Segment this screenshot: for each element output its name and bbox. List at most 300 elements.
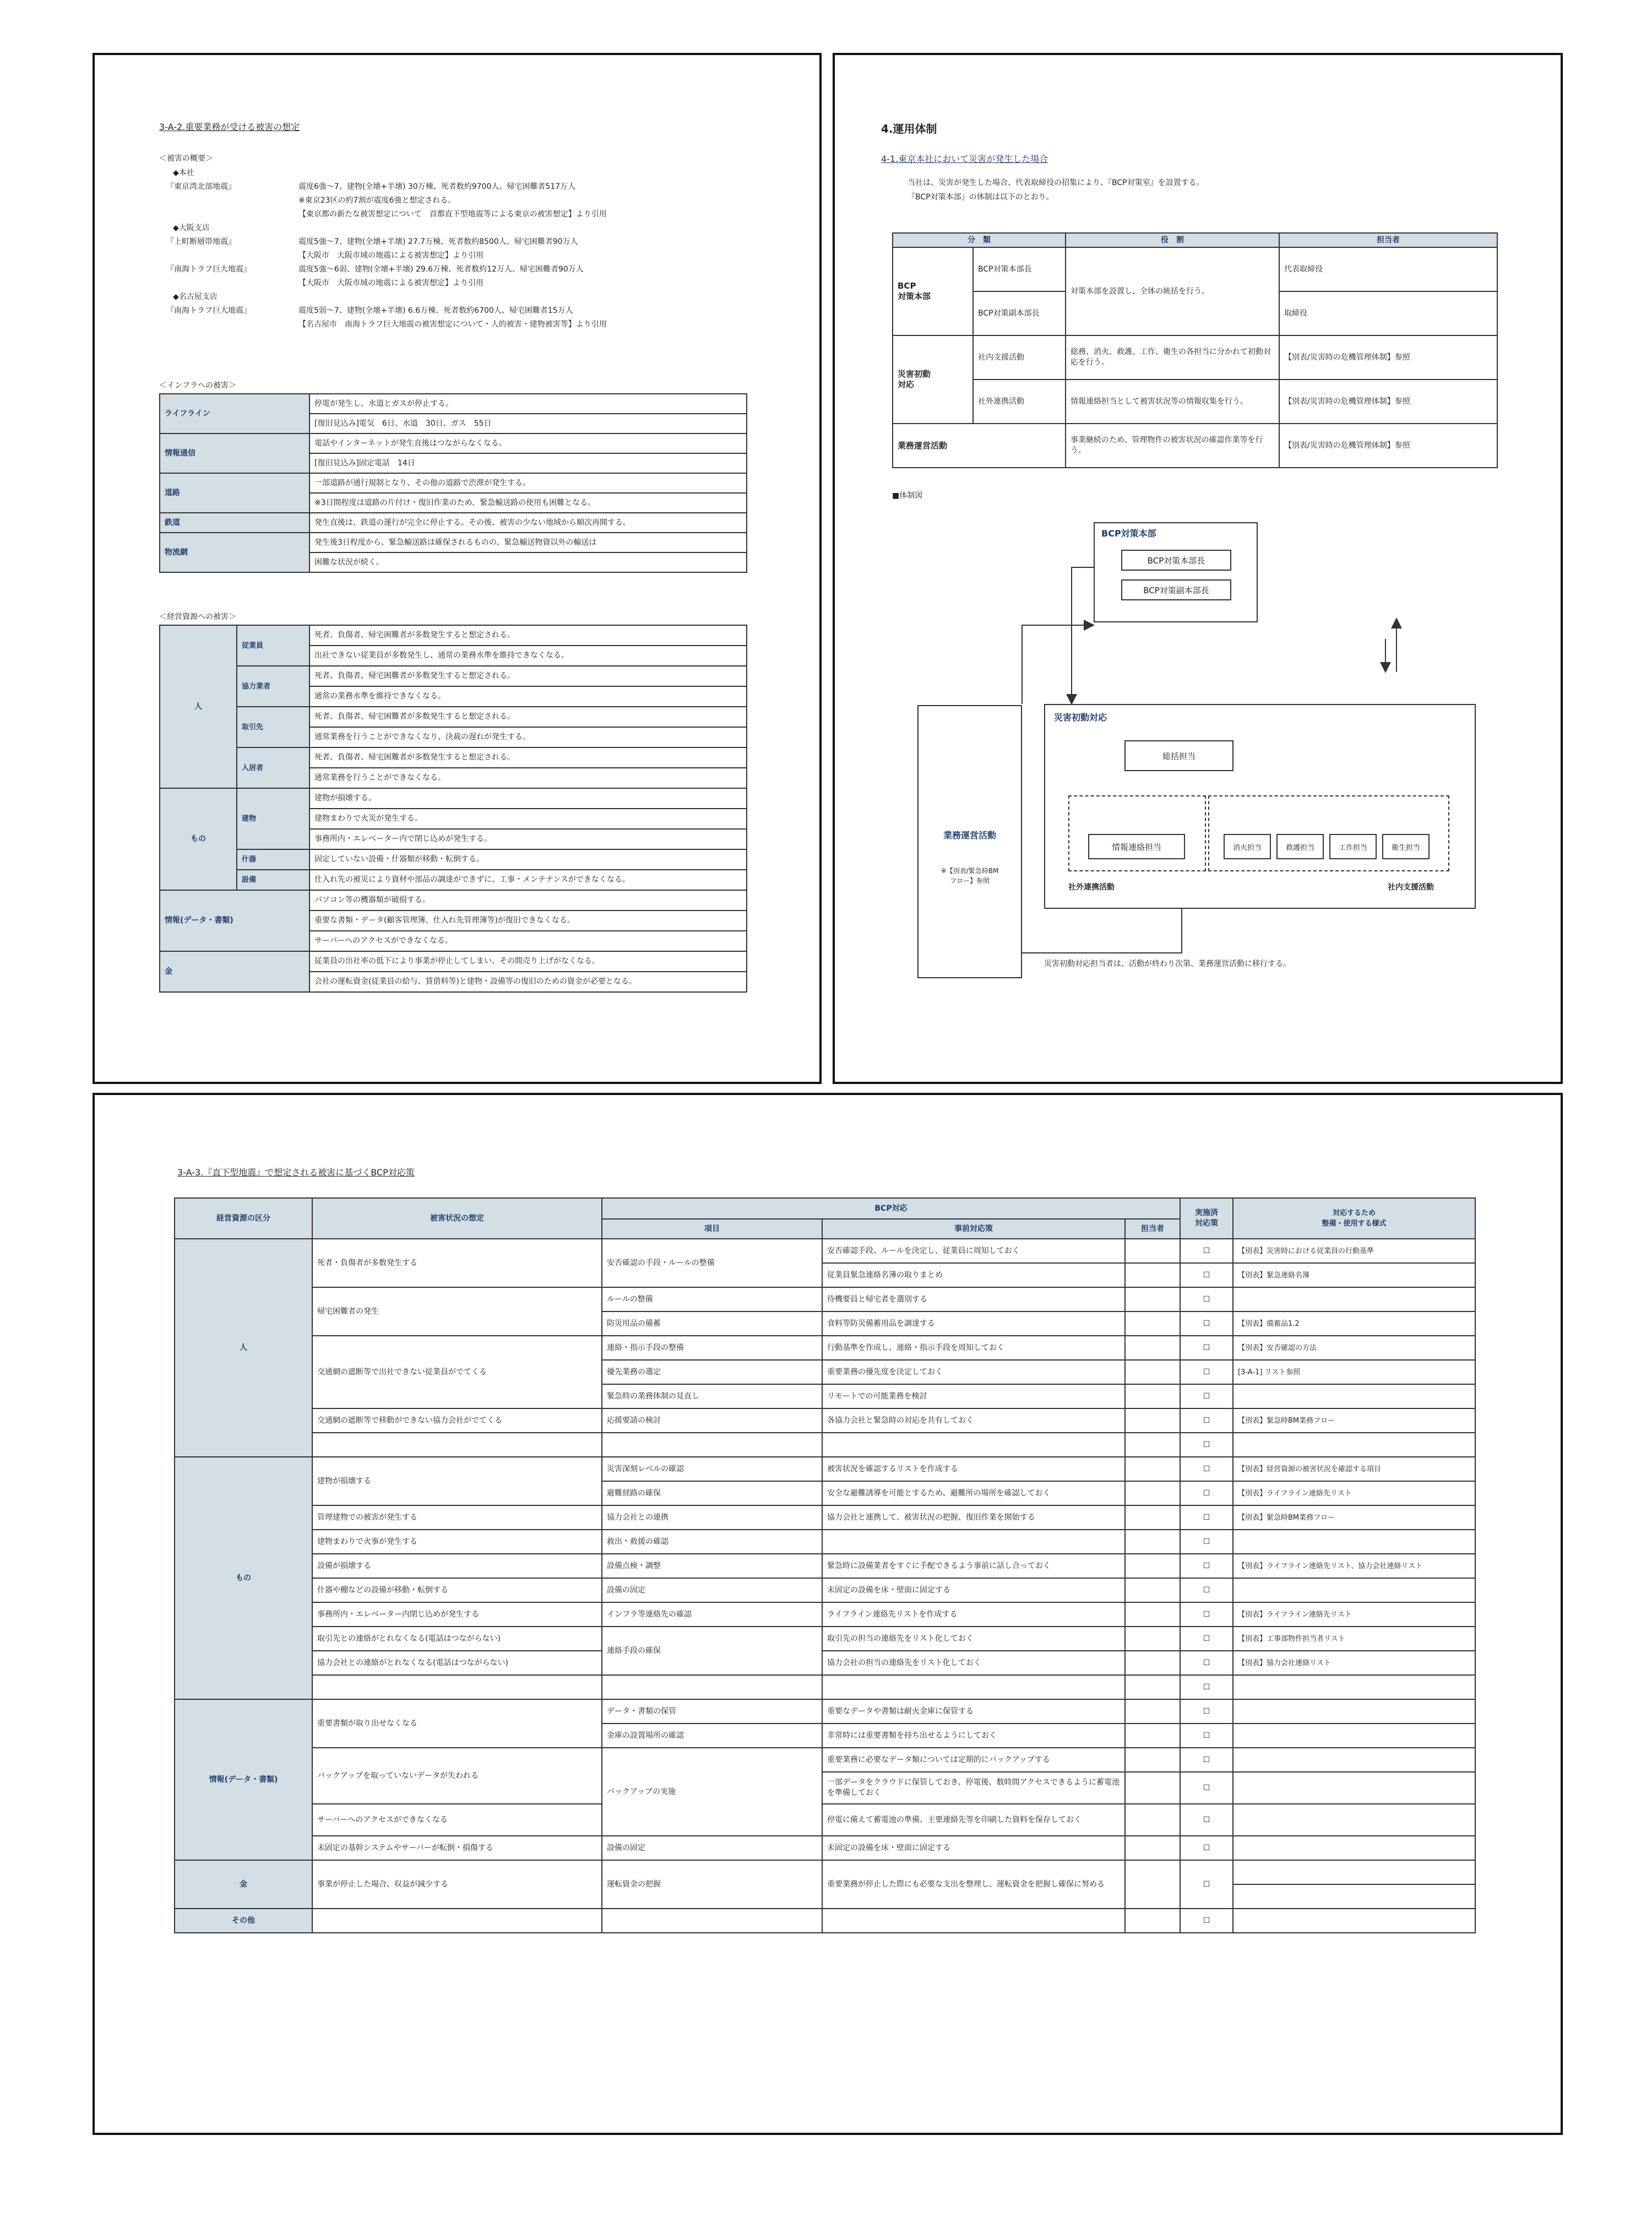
pre-measure: 協力会社の担当の連絡先をリスト化しておく xyxy=(822,1651,1125,1675)
done-checkbox: ☐ xyxy=(1180,1860,1233,1909)
overview-line xyxy=(166,166,800,180)
org-person: 取締役 xyxy=(1279,291,1497,335)
infra-detail: [復旧見込み]固定電話 14日 xyxy=(309,453,747,473)
th-resource: 経営資源の区分 xyxy=(175,1198,312,1239)
done-checkbox: ☐ xyxy=(1180,1457,1233,1481)
org-sub: BCP対策副本部長 xyxy=(973,291,1066,335)
overview-line xyxy=(166,235,800,249)
resource-category: 人 xyxy=(175,1239,312,1457)
resource-detail: 死者、負傷者、帰宅困難者が多数発生すると想定される。 xyxy=(309,625,747,646)
overview-title: ＜被害の概要＞ xyxy=(159,154,213,163)
office-name: ◆名古屋支店 xyxy=(173,292,218,301)
scenario-text: ※東京23区の約7割が震度6強と想定される。 xyxy=(298,196,456,205)
org-sub: BCP対策本部長 xyxy=(973,247,1066,291)
table-row xyxy=(160,625,747,646)
form-ref xyxy=(1233,1860,1475,1884)
table-row xyxy=(160,870,747,890)
done-checkbox: ☐ xyxy=(1180,1336,1233,1360)
done-checkbox: ☐ xyxy=(1180,1384,1233,1408)
table-row xyxy=(175,1505,1475,1530)
resource-sub: 入居者 xyxy=(237,747,309,788)
table-row xyxy=(160,951,747,972)
owner-cell xyxy=(1125,1263,1180,1287)
bcp-item: 協力会社との連携 xyxy=(602,1505,822,1530)
th-item: 項目 xyxy=(602,1219,822,1239)
mgmt-table xyxy=(159,625,747,993)
table-row xyxy=(175,1578,1475,1602)
th-role: 役 割 xyxy=(1066,233,1279,247)
done-checkbox: ☐ xyxy=(1180,1804,1233,1836)
page-bcp-measures xyxy=(93,1093,1563,2135)
org-category: 災害初動 対応 xyxy=(893,335,973,424)
form-ref: 【別表】緊急時BM業務フロー xyxy=(1233,1408,1475,1433)
th-person: 担当者 xyxy=(1279,233,1497,247)
table-row xyxy=(160,473,747,493)
damage-assumption: 取引先との連絡がとれなくなる(電話はつながらない) xyxy=(312,1627,602,1651)
done-checkbox: ☐ xyxy=(1180,1239,1233,1263)
scenario-label: 『上町断層帯地震』 xyxy=(166,237,236,246)
resource-detail: 従業員の出社率の低下により事業が停止してしまい、その間売り上げがなくなる。 xyxy=(309,951,747,972)
scenario-label: 『東京湾北部地震』 xyxy=(166,182,236,191)
form-ref xyxy=(1233,1578,1475,1602)
bcp-item: 設備点検・調整 xyxy=(602,1554,822,1578)
initial-response-title: 災害初動対応 xyxy=(1054,712,1107,723)
done-checkbox: ☐ xyxy=(1180,1360,1233,1384)
infra-title: ＜インフラへの被害＞ xyxy=(159,381,236,390)
bcp-item: 設備の固定 xyxy=(602,1578,822,1602)
bcp-item: 連絡・指示手段の整備 xyxy=(602,1336,822,1360)
table-row xyxy=(175,1627,1475,1651)
org-person: 代表取締役 xyxy=(1279,247,1497,291)
bcp-item: 優先業務の選定 xyxy=(602,1360,822,1384)
intro-line-1: 当社は、災害が発生した場合、代表取締役の招集により、『BCP対策室』を設置する。 xyxy=(907,178,1204,187)
form-ref: 【別表】備蓄品1.2 xyxy=(1233,1311,1475,1336)
pre-measure: 従業員緊急連絡名簿の取りまとめ xyxy=(822,1263,1125,1287)
org-sub: 社内支援活動 xyxy=(973,335,1066,380)
owner-cell xyxy=(1125,1457,1180,1481)
table-row xyxy=(160,707,747,727)
table-row xyxy=(175,1239,1475,1263)
infra-detail: 発生後3日程度から、緊急輸送路は確保されるものの、緊急輸送物資以外の輸送は xyxy=(309,533,747,552)
business-ops-box xyxy=(917,705,1022,978)
pre-measure: ライフライン連絡先リストを作成する xyxy=(822,1602,1125,1627)
scenario-label xyxy=(166,208,298,221)
th-category: 分 類 xyxy=(893,233,1066,247)
resource-detail: 死者、負傷者、帰宅困難者が多数発生すると想定される。 xyxy=(309,707,747,727)
form-ref xyxy=(1233,1772,1475,1804)
pre-measure: 被害状況を確認するリストを作成する xyxy=(822,1457,1125,1481)
owner-cell xyxy=(1125,1772,1180,1804)
done-checkbox: ☐ xyxy=(1180,1699,1233,1724)
table-row xyxy=(160,433,747,453)
bcp-item xyxy=(602,1433,822,1457)
table-row xyxy=(175,1457,1475,1481)
damage-assumption: 交通網の遮断等で出社できない従業員がでてくる xyxy=(312,1336,602,1408)
overview-line xyxy=(166,277,800,290)
overview-line xyxy=(166,263,800,277)
damage-assumption: 交通網の遮断等で移動ができない協力会社がでてくる xyxy=(312,1408,602,1433)
pre-measure: リモートでの可能業務を検討 xyxy=(822,1384,1125,1408)
scenario-text: 震度5強〜7、建物(全壊+半壊) 27.7万棟、死者数約8500人、帰宅困難者90万人 xyxy=(298,237,578,246)
owner-cell xyxy=(1125,1239,1180,1263)
org-category: BCP 対策本部 xyxy=(893,247,973,335)
done-checkbox: ☐ xyxy=(1180,1433,1233,1457)
table-row xyxy=(160,533,747,552)
form-ref xyxy=(1233,1748,1475,1772)
table-row xyxy=(175,1699,1475,1724)
form-ref: 【別表】ライフライン連絡先リスト xyxy=(1233,1602,1475,1627)
done-checkbox: ☐ xyxy=(1180,1263,1233,1287)
resource-category: もの xyxy=(160,788,237,890)
scenario-label xyxy=(166,194,298,208)
org-category: 業務運営活動 xyxy=(893,424,1066,468)
damage-assumption: バックアップを取っていないデータが失われる xyxy=(312,1748,602,1804)
table-row xyxy=(175,1530,1475,1554)
table-row xyxy=(175,1748,1475,1772)
pre-measure: 重要業務の優先度を決定しておく xyxy=(822,1360,1125,1384)
pre-measure: 緊急時に設備業者をすぐに手配できるよう事前に話し合っておく xyxy=(822,1554,1125,1578)
done-checkbox: ☐ xyxy=(1180,1578,1233,1602)
section-heading: 3-A-2.重要業務が受ける被害の想定 xyxy=(159,122,300,132)
pre-measure: 一部データをクラウドに保管しておき、停電後、数時間アクセスできるように蓄電池を準備しておく xyxy=(822,1772,1125,1804)
scenario-text: 【大阪市 大阪市域の地震による被害想定】より引用 xyxy=(298,279,483,288)
owner-cell xyxy=(1125,1505,1180,1530)
general-lead-box: 総括担当 xyxy=(1124,740,1233,771)
team-box: 工作担当 xyxy=(1329,834,1377,859)
table-row xyxy=(175,1602,1475,1627)
org-person: 【別表/災害時の危機管理体制】参照 xyxy=(1279,380,1497,424)
infra-detail: 一部道路が通行規制となり、その他の道路で渋滞が発生する。 xyxy=(309,473,747,493)
form-ref xyxy=(1233,1836,1475,1860)
owner-cell xyxy=(1125,1554,1180,1578)
org-role: 総務、消火、救護、工作、衛生の各担当に分かれて初動対応を行う。 xyxy=(1066,335,1279,380)
resource-detail: 出社できない従業員が多数発生し、通常の業務水準を維持できなくなる。 xyxy=(309,646,747,666)
subsection-heading: 4-1.東京本社において災害が発生した場合 xyxy=(881,154,1048,164)
team-box: 消火担当 xyxy=(1224,834,1271,859)
table-row xyxy=(175,1651,1475,1675)
org-sub: 社外連携活動 xyxy=(973,380,1066,424)
resource-sub: 取引先 xyxy=(237,707,309,747)
overview-line xyxy=(166,180,800,194)
owner-cell xyxy=(1125,1651,1180,1675)
damage-assumption: 重要書類が取り出せなくなる xyxy=(312,1699,602,1748)
resource-detail: 仕入れ先の被災により資材や部品の調達ができずに、工事・メンテナンスができなくなる。 xyxy=(309,870,747,890)
done-checkbox: ☐ xyxy=(1180,1724,1233,1748)
scenario-label xyxy=(166,277,298,290)
bcp-item xyxy=(602,1909,822,1933)
intro-line-2: 『BCP対策本部』の体制は以下のとおり。 xyxy=(907,193,1054,202)
pre-measure: 取引先の担当の連絡先をリスト化しておく xyxy=(822,1627,1125,1651)
scenario-label xyxy=(166,249,298,263)
pre-measure: 安全な避難誘導を可能とするため、避難所の場所を確認しておく xyxy=(822,1481,1125,1505)
resource-detail: 建物まわりで火災が発生する。 xyxy=(309,809,747,829)
form-ref: 【別表】ライフライン連絡先リスト、協力会社連絡リスト xyxy=(1233,1554,1475,1578)
bcp-item: 安否確認の手段・ルールの整備 xyxy=(602,1239,822,1287)
org-role: 対策本部を設置し、全体の統括を行う。 xyxy=(1066,247,1279,335)
pre-measure xyxy=(822,1433,1125,1457)
pre-measure: 協力会社と連携して、被害状況の把握、復旧作業を開始する xyxy=(822,1505,1125,1530)
team-box: 救護担当 xyxy=(1276,834,1324,859)
table-row xyxy=(175,1336,1475,1360)
owner-cell xyxy=(1125,1287,1180,1311)
bcp-item: 運転資金の把握 xyxy=(602,1860,822,1909)
table-row xyxy=(160,394,747,414)
overview-line xyxy=(166,249,800,263)
resource-sub: 協力業者 xyxy=(237,666,309,707)
damage-assumption: 未固定の基幹システムやサーバーが転倒・損傷する xyxy=(312,1836,602,1860)
infra-detail: ※3日間程度は道路の片付け・復旧作業のため、緊急輸送路の使用も困難となる。 xyxy=(309,493,747,513)
org-role: 情報連絡担当として被害状況等の情報収集を行う。 xyxy=(1066,380,1279,424)
damage-assumption: 管理建物での被害が発生する xyxy=(312,1505,602,1530)
overview-line xyxy=(166,194,800,208)
table-row xyxy=(175,1433,1475,1457)
bcp-item: バックアップの実施 xyxy=(602,1748,822,1836)
form-ref: 【別表】ライフライン連絡先リスト xyxy=(1233,1481,1475,1505)
pre-measure: 重要業務に必要なデータ類については定期的にバックアップする xyxy=(822,1748,1125,1772)
owner-cell xyxy=(1125,1675,1180,1699)
owner-cell xyxy=(1125,1804,1180,1836)
pre-measure: 非常時には重要書類を持ち出せるようにしておく xyxy=(822,1724,1125,1748)
owner-cell xyxy=(1125,1360,1180,1384)
th-forms: 対応するため 整備・使用する様式 xyxy=(1233,1198,1475,1239)
owner-cell xyxy=(1125,1433,1180,1457)
owner-cell xyxy=(1125,1408,1180,1433)
pre-measure xyxy=(822,1530,1125,1554)
resource-detail: 会社の運転資金(従業員の給与、賃借料等)と建物・設備等の復旧のための資金が必要となる。 xyxy=(309,972,747,992)
done-checkbox: ☐ xyxy=(1180,1675,1233,1699)
form-ref: 【別表】工事部物件担当者リスト xyxy=(1233,1627,1475,1651)
diagram-title: ■体制図 xyxy=(892,491,923,500)
damage-assumption: 事業が停止した場合、収益が減少する xyxy=(312,1860,602,1909)
done-checkbox: ☐ xyxy=(1180,1505,1233,1530)
table-row xyxy=(160,513,747,533)
form-ref xyxy=(1233,1724,1475,1748)
bcp-item: インフラ等連絡先の確認 xyxy=(602,1602,822,1627)
bcp-measures-table xyxy=(174,1197,1476,1933)
done-checkbox: ☐ xyxy=(1180,1481,1233,1505)
infra-category: 道路 xyxy=(160,473,309,513)
scenario-text: 【東京都の新たな被害想定について 首都直下型地震等による東京の被害想定】より引用 xyxy=(298,210,607,219)
resource-detail: 通常業務を行うことができなくなる。 xyxy=(309,768,747,788)
external-group-box xyxy=(1068,795,1206,871)
hq-chief-box: BCP対策本部長 xyxy=(1121,550,1231,571)
scenario-text: 【名古屋市 南海トラフ巨大地震の被害想定について・人的被害・建物被害等】より引用 xyxy=(298,320,607,329)
th-bcp: BCP対応 xyxy=(602,1198,1180,1219)
table-row xyxy=(175,1675,1475,1699)
bcp-item: データ・書類の保管 xyxy=(602,1699,822,1724)
table-row xyxy=(160,666,747,686)
pre-measure xyxy=(822,1675,1125,1699)
infra-detail: 電話やインターネットが発生直後はつながらなくなる。 xyxy=(309,433,747,453)
owner-cell xyxy=(1125,1909,1180,1933)
form-ref xyxy=(1233,1675,1475,1699)
damage-assumption xyxy=(312,1909,602,1933)
damage-assumption: 事務所内・エレベーター内閉じ込めが発生する xyxy=(312,1602,602,1627)
resource-detail: 通常の業務水準を維持できなくなる。 xyxy=(309,686,747,707)
overview-line xyxy=(166,318,800,332)
owner-cell xyxy=(1125,1530,1180,1554)
damage-assumption: 協力会社との連絡がとれなくなる(電話はつながらない) xyxy=(312,1651,602,1675)
damage-assumption: 建物まわりで火事が発生する xyxy=(312,1530,602,1554)
owner-cell xyxy=(1125,1836,1180,1860)
damage-assumption: 死者・負傷者が多数発生する xyxy=(312,1239,602,1287)
damage-assumption: 什器や棚などの設備が移動・転倒する xyxy=(312,1578,602,1602)
bcp-item: 救出・救援の確認 xyxy=(602,1530,822,1554)
internal-group-box xyxy=(1208,795,1449,871)
done-checkbox: ☐ xyxy=(1180,1748,1233,1772)
org-person: 【別表/災害時の危機管理体制】参照 xyxy=(1279,335,1497,380)
owner-cell xyxy=(1125,1311,1180,1336)
done-checkbox: ☐ xyxy=(1180,1602,1233,1627)
infra-detail: 停電が発生し、水道とガスが停止する。 xyxy=(309,394,747,414)
org-role: 事業継続のため、管理物件の被害状況の確認作業等を行う。 xyxy=(1066,424,1279,468)
infra-category: 物流網 xyxy=(160,533,309,572)
org-person: 【別表/災害時の危機管理体制】参照 xyxy=(1279,424,1497,468)
form-ref: 【別表】緊急時BM業務フロー xyxy=(1233,1505,1475,1530)
infra-category: 情報通信 xyxy=(160,433,309,473)
bcp-item: 設備の固定 xyxy=(602,1836,822,1860)
done-checkbox: ☐ xyxy=(1180,1772,1233,1804)
owner-cell xyxy=(1125,1336,1180,1360)
infra-table xyxy=(159,393,747,573)
pre-measure: 各協力会社と緊急時の対応を共有しておく xyxy=(822,1408,1125,1433)
owner-cell xyxy=(1125,1627,1180,1651)
table-row xyxy=(175,1909,1475,1933)
owner-cell xyxy=(1125,1860,1180,1909)
scenario-text: 震度5強〜6弱、建物(全壊+半壊) 29.6万棟、死者数約12万人、帰宅困難者90万人 xyxy=(298,265,584,274)
owner-cell xyxy=(1125,1724,1180,1748)
pre-measure: 待機要員と帰宅者を選別する xyxy=(822,1287,1125,1311)
scenario-text: 【大阪市 大阪市域の地震による被害想定】より引用 xyxy=(298,251,483,260)
form-ref: [3-A-1] リスト参照 xyxy=(1233,1360,1475,1384)
overview-line xyxy=(166,304,800,318)
pre-measure: 未固定の設備を床・壁面に固定する xyxy=(822,1836,1125,1860)
section-heading: 3-A-3.『直下型地震』で想定される被害に基づくBCP対応策 xyxy=(177,1167,415,1178)
team-box: 衛生担当 xyxy=(1382,834,1430,859)
info-liaison-box: 情報連絡担当 xyxy=(1088,834,1185,859)
owner-cell xyxy=(1125,1578,1180,1602)
bcp-item: 金庫の設置場所の確認 xyxy=(602,1724,822,1748)
owner-cell xyxy=(1125,1602,1180,1627)
damage-assumption xyxy=(312,1675,602,1699)
business-ops-title: 業務運営活動 xyxy=(943,830,996,841)
resource-detail: 建物が損壊する。 xyxy=(309,788,747,809)
section-heading: 4.運用体制 xyxy=(881,122,937,136)
table-row xyxy=(175,1408,1475,1433)
resource-detail: 死者、負傷者、帰宅困難者が多数発生すると想定される。 xyxy=(309,747,747,768)
resource-detail: 事務所内・エレベーター内で閉じ込めが発生する。 xyxy=(309,829,747,849)
done-checkbox: ☐ xyxy=(1180,1651,1233,1675)
th-pre: 事前対応策 xyxy=(822,1219,1125,1239)
form-ref xyxy=(1233,1287,1475,1311)
resource-detail: 通常業務を行うことができなくなり、決裁の遅れが発生する。 xyxy=(309,727,747,747)
form-ref: 【別表】安否確認の方法 xyxy=(1233,1336,1475,1360)
infra-detail: 発生直後は、鉄道の運行が完全に停止する。その後、被害の少ない地域から順次再開する。 xyxy=(309,513,747,533)
overview-line xyxy=(166,221,800,235)
resource-detail: 死者、負傷者、帰宅困難者が多数発生すると想定される。 xyxy=(309,666,747,686)
table-row xyxy=(175,1287,1475,1311)
resource-sub: 什器 xyxy=(237,849,309,870)
infra-detail: 困難な状況が続く。 xyxy=(309,552,747,572)
scenario-label: 『南海トラフ巨大地震』 xyxy=(166,306,251,315)
done-checkbox: ☐ xyxy=(1180,1311,1233,1336)
resource-detail: 重要な書類・データ(顧客管理簿、仕入れ先管理簿等)が復旧できなくなる。 xyxy=(309,911,747,931)
pre-measure: 行動基準を作成し、連絡・指示手段を周知しておく xyxy=(822,1336,1125,1360)
bcp-hq-box xyxy=(1094,522,1258,622)
page-damage-assumption xyxy=(93,53,822,1084)
done-checkbox: ☐ xyxy=(1180,1627,1233,1651)
done-checkbox: ☐ xyxy=(1180,1408,1233,1433)
pre-measure: 食料等防災備蓄用品を調達する xyxy=(822,1311,1125,1336)
owner-cell xyxy=(1125,1699,1180,1724)
damage-assumption: 建物が損壊する xyxy=(312,1457,602,1505)
th-owner: 担当者 xyxy=(1125,1219,1180,1239)
internal-activity-label: 社内支援活動 xyxy=(1388,883,1434,892)
infra-category: 鉄道 xyxy=(160,513,309,533)
table-row xyxy=(160,890,747,911)
th-damage: 被害状況の想定 xyxy=(312,1198,602,1239)
bcp-item: 防災用品の備蓄 xyxy=(602,1311,822,1336)
form-ref xyxy=(1233,1384,1475,1408)
table-row xyxy=(175,1836,1475,1860)
done-checkbox: ☐ xyxy=(1180,1836,1233,1860)
table-row xyxy=(175,1554,1475,1578)
pre-measure: 重要業務が停止した際にも必要な支出を整理し、運転資金を把握し確保に努める xyxy=(822,1860,1125,1909)
resource-sub: 建物 xyxy=(237,788,309,849)
form-ref: 【別表】緊急連絡名簿 xyxy=(1233,1263,1475,1287)
bcp-item xyxy=(602,1675,822,1699)
form-ref xyxy=(1233,1699,1475,1724)
pre-measure xyxy=(822,1909,1125,1933)
bcp-item: 連絡手段の確保 xyxy=(602,1627,822,1675)
mgmt-title: ＜経営資源への被害＞ xyxy=(159,613,236,621)
pre-measure: 重要なデータや書類は耐火金庫に保管する xyxy=(822,1699,1125,1724)
done-checkbox: ☐ xyxy=(1180,1909,1233,1933)
scenario-label: 『南海トラフ巨大地震』 xyxy=(166,265,251,274)
form-ref: 【別表】災害時における従業員の行動基準 xyxy=(1233,1239,1475,1263)
table-row xyxy=(160,747,747,768)
resource-category: 金 xyxy=(160,951,309,992)
table-row xyxy=(175,1804,1475,1836)
bcp-item: 災害深刻レベルの確認 xyxy=(602,1457,822,1481)
damage-assumption: 帰宅困難者の発生 xyxy=(312,1287,602,1336)
resource-detail: パソコン等の機器類が破損する。 xyxy=(309,890,747,911)
damage-assumption xyxy=(312,1433,602,1457)
bcp-item: 応援要請の検討 xyxy=(602,1408,822,1433)
scenario-text: 震度5弱〜7、建物(全壊+半壊) 6.6万棟、死者数約6700人、帰宅困難者15万人 xyxy=(298,306,573,315)
form-ref xyxy=(1233,1909,1475,1933)
table-row xyxy=(160,849,747,870)
bcp-item: 緊急時の業務体制の見直し xyxy=(602,1384,822,1408)
external-activity-label: 社外連携活動 xyxy=(1068,883,1115,892)
overview-line xyxy=(166,208,800,221)
th-done: 実施済 対応策 xyxy=(1180,1198,1233,1239)
resource-category: 情報(データ・書類) xyxy=(175,1699,312,1860)
business-ops-note: ※【別表/緊急時BM フロー】参照 xyxy=(941,867,999,885)
table-row xyxy=(175,1860,1475,1884)
pre-measure: 停電に備えて蓄電池の準備、主要連絡先等を印刷した資料を保存しておく xyxy=(822,1804,1125,1836)
form-ref xyxy=(1233,1530,1475,1554)
diagram-footnote: 災害初動対応担当者は、活動が終わり次第、業務運営活動に移行する。 xyxy=(1044,960,1291,968)
scenario-text: 震度6強〜7、建物(全壊+半壊) 30万棟、死者数約9700人、帰宅困難者517万人 xyxy=(298,182,576,191)
resource-category: 人 xyxy=(160,625,237,788)
infra-category: ライフライン xyxy=(160,394,309,433)
pre-measure: 未固定の設備を床・壁面に固定する xyxy=(822,1578,1125,1602)
pre-measure: 安否確認手段、ルールを決定し、従業員に周知しておく xyxy=(822,1239,1125,1263)
office-name: ◆本社 xyxy=(173,169,194,177)
bcp-item: 避難経路の確保 xyxy=(602,1481,822,1505)
table-header-row xyxy=(175,1198,1475,1219)
